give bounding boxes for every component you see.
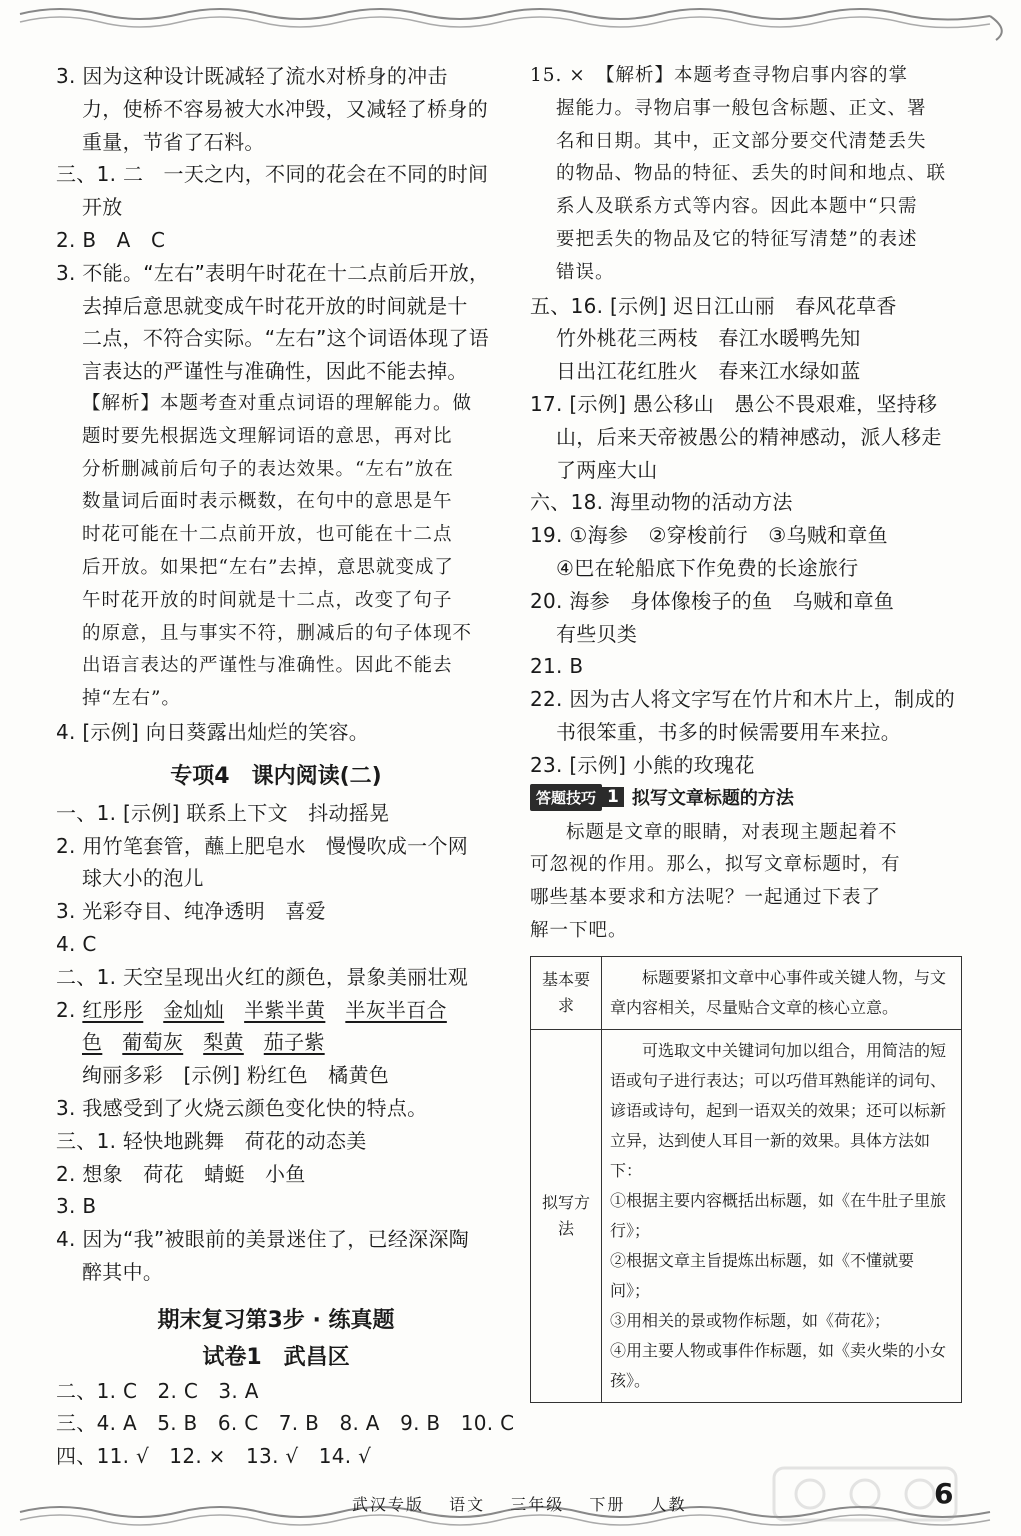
answer-line: 2. B A C xyxy=(56,227,166,252)
top-decorative-border xyxy=(0,0,1021,42)
analysis-line: 出语言表达的严谨性与准确性。因此不能去 xyxy=(82,655,453,677)
answer-line: 4. 因为“我”被眼前的美景迷住了，已经深深陶 xyxy=(56,1227,470,1252)
answer-line: 五、16. [示例] 迟日江山丽 春风花草香 xyxy=(530,293,897,318)
answer-line: 二、1. C 2. C 3. A xyxy=(56,1378,259,1403)
answer-line: 力，使桥不容易被大水冲毁，又减轻了桥身的 xyxy=(82,96,488,121)
answer-line: 山，后来天帝被愚公的精神感动，派人移走 xyxy=(556,424,942,449)
answer-line: 日出江花红胜火 春来江水绿如蓝 xyxy=(556,359,861,384)
answer-line: 一、1. [示例] 联系上下文 抖动摇晃 xyxy=(56,800,390,825)
answer-line: 2. 用竹笔套管，蘸上肥皂水 慢慢吹成一个网 xyxy=(56,833,469,858)
analysis-line: 题时要先根据选文理解词语的意思，再对比 xyxy=(82,425,453,447)
underlined-word: 葡萄灰 xyxy=(122,1030,184,1055)
analysis-line: 数量词后面时表示概数，在句中的意思是午 xyxy=(82,491,453,513)
analysis-line: 时花可能在十二点前开放，也可能在十二点 xyxy=(82,524,453,546)
answer-line: 23. [示例] 小熊的玫瑰花 xyxy=(530,752,755,777)
analysis-line: 15. × 【解析】本题考查寻物启事内容的掌 xyxy=(530,65,909,86)
answer-line: 四、11. √ 12. × 13. √ 14. √ xyxy=(56,1444,372,1469)
table-cell: 标题要紧扣文章中心事件或关键人物，与文章内容相关，尽量贴合文章的核心立意。 xyxy=(602,956,962,1029)
answer-line: 2. 想象 荷花 蜻蜓 小鱼 xyxy=(56,1161,306,1186)
answer-line: 3. 光彩夺目、纯净透明 喜爱 xyxy=(56,899,326,924)
section-subtitle: 试卷1 武昌区 xyxy=(202,1344,350,1370)
page-footer xyxy=(352,1492,704,1515)
underlined-word: 色 xyxy=(82,1030,103,1055)
underlined-word: 茄子紫 xyxy=(263,1030,325,1055)
answer-line: 有些贝类 xyxy=(556,621,638,646)
tips-table xyxy=(530,956,962,1403)
table-cell-line: 可选取文中关键词句加以组合，用简洁的短语或句子进行表达；可以巧借耳熟能详的词句、谚语或诗句，起到一语双关的效果；还可以标新立异，达到使人耳目一新的效果。具体方法如下： xyxy=(610,1040,947,1180)
answer-line: 书很笨重，书多的时候需要用车来拉。 xyxy=(556,719,902,744)
underlined-word: 红彤彤 xyxy=(82,997,144,1022)
tip-badge: 答题技巧 xyxy=(530,784,602,811)
tip-number: 1 xyxy=(602,787,624,807)
underlined-word: 半灰半百合 xyxy=(345,997,447,1022)
page-number: 6 xyxy=(934,1477,954,1510)
table-row-header: 拟写方法 xyxy=(531,1029,602,1402)
analysis-line: 的物品、物品的特征、丢失的时间和地点、联 xyxy=(556,163,947,185)
table-cell xyxy=(602,1029,962,1402)
footer-grade: 三年级 xyxy=(510,1495,565,1514)
answer-line: 3. B xyxy=(56,1194,97,1219)
footer-volume: 下册 xyxy=(589,1495,626,1514)
left-column xyxy=(56,60,515,1473)
right-column xyxy=(530,60,970,1403)
item-number: 2. xyxy=(56,997,76,1022)
table-cell-line: ③用相关的景或物作标题，如《荷花》； xyxy=(610,1310,891,1330)
tip-paragraph-line: 标题是文章的眼睛，对表现主题起着不 xyxy=(566,821,898,843)
answer-line: 开放 xyxy=(82,195,123,220)
analysis-line: 的原意，且与事实不符，删减后的句子体现不 xyxy=(82,622,473,644)
table-row xyxy=(531,956,962,1029)
answer-line: 21. B xyxy=(530,654,584,679)
analysis-line: 分析删减前后句子的表达效果。“左右”放在 xyxy=(82,458,454,480)
analysis-line: 系人及联系方式等内容。因此本题中“只需 xyxy=(556,196,918,218)
answer-line: ④巴在轮船底下作免费的长途旅行 xyxy=(556,555,859,580)
analysis-line: 【解析】本题考查对重点词语的理解能力。做 xyxy=(82,392,473,414)
answer-line: 4. C xyxy=(56,931,97,956)
answer-line: 22. 因为古人将文字写在竹片和木片上，制成的 xyxy=(530,687,956,712)
answer-line: 三、1. 二 一天之内，不同的花会在不同的时间 xyxy=(56,162,489,187)
answer-line: 了两座大山 xyxy=(556,457,658,482)
answer-line: 19. ①海参 ②穿梭前行 ③乌贼和章鱼 xyxy=(530,523,888,548)
analysis-line: 午时花开放的时间就是十二点，改变了句子 xyxy=(82,589,453,611)
tip-title: 拟写文章标题的方法 xyxy=(631,788,794,810)
tip-header xyxy=(530,784,970,811)
footer-publisher: 人教 xyxy=(650,1495,687,1514)
table-cell-line: ①根据主要内容概括出标题，如《在牛肚子里旅行》； xyxy=(610,1190,947,1240)
answer-line: 球大小的泡儿 xyxy=(82,866,204,891)
table-row-header: 基本要求 xyxy=(531,956,602,1029)
underlined-word: 半紫半黄 xyxy=(244,997,326,1022)
answer-line: 三、4. A 5. B 6. C 7. B 8. A 9. B 10. C xyxy=(56,1411,515,1436)
analysis-line: 握能力。寻物启事一般包含标题、正文、署 xyxy=(556,97,927,119)
answer-line: 3. 我感受到了火烧云颜色变化快的特点。 xyxy=(56,1095,428,1120)
answer-line-underlined xyxy=(56,1026,496,1059)
answer-line: 二点，不符合实际。“左右”这个词语体现了语 xyxy=(82,326,490,351)
watermark-logo xyxy=(770,1462,960,1526)
answer-line: 3. 不能。“左右”表明午时花在十二点前后开放， xyxy=(56,260,490,285)
section-title: 专项4 课内阅读(二) xyxy=(170,763,382,789)
tip-paragraph-line: 哪些基本要求和方法呢？一起通过下表了 xyxy=(530,887,882,909)
tip-paragraph-line: 可忽视的作用。那么，拟写文章标题时，有 xyxy=(530,854,901,876)
answer-line: 竹外桃花三两枝 春江水暖鸭先知 xyxy=(556,326,861,351)
analysis-line: 错误。 xyxy=(556,261,615,283)
answer-line-underlined xyxy=(56,994,496,1027)
table-row xyxy=(531,1029,962,1402)
answer-line: 去掉后意思就变成午时花开放的时间就是十 xyxy=(82,293,468,318)
section-title: 期末复习第3步 · 练真题 xyxy=(157,1307,395,1333)
answer-line: 绚丽多彩 [示例] 粉红色 橘黄色 xyxy=(82,1063,390,1088)
answer-line: 3. 因为这种设计既减轻了流水对桥身的冲击 xyxy=(56,64,448,88)
footer-subject: 语文 xyxy=(449,1495,486,1514)
analysis-line: 掉“左右”。 xyxy=(82,688,181,710)
analysis-line: 后开放。如果把“左右”去掉，意思就变成了 xyxy=(82,556,454,578)
table-cell-line: ④用主要人物或事件作标题，如《卖火柴的小女孩》。 xyxy=(610,1340,947,1390)
answer-line: 三、1. 轻快地跳舞 荷花的动态美 xyxy=(56,1128,367,1153)
underlined-word: 金灿灿 xyxy=(163,997,225,1022)
answer-line: 20. 海参 身体像梭子的鱼 乌贼和章鱼 xyxy=(530,588,895,613)
underlined-word: 梨黄 xyxy=(203,1030,244,1055)
answer-line: 醉其中。 xyxy=(82,1259,164,1284)
table-cell-line: ②根据文章主旨提炼出标题，如《不懂就要问》； xyxy=(610,1250,915,1300)
answer-line: 二、1. 天空呈现出火红的颜色，景象美丽壮观 xyxy=(56,964,469,989)
answer-line: 言表达的严谨性与准确性，因此不能去掉。 xyxy=(82,359,468,384)
analysis-line: 名和日期。其中，正文部分要交代清楚丢失 xyxy=(556,130,927,152)
answer-line: 4. [示例] 向日葵露出灿烂的笑容。 xyxy=(56,719,370,744)
tip-paragraph-line: 解一下吧。 xyxy=(530,919,628,941)
answer-line: 六、18. 海里动物的活动方法 xyxy=(530,490,793,515)
answer-line: 17. [示例] 愚公移山 愚公不畏艰难，坚持移 xyxy=(530,391,938,416)
footer-edition: 武汉专版 xyxy=(352,1495,425,1514)
answer-line: 重量，节省了石料。 xyxy=(82,129,265,154)
analysis-line: 要把丢失的物品及它的特征写清楚”的表述 xyxy=(556,228,918,250)
